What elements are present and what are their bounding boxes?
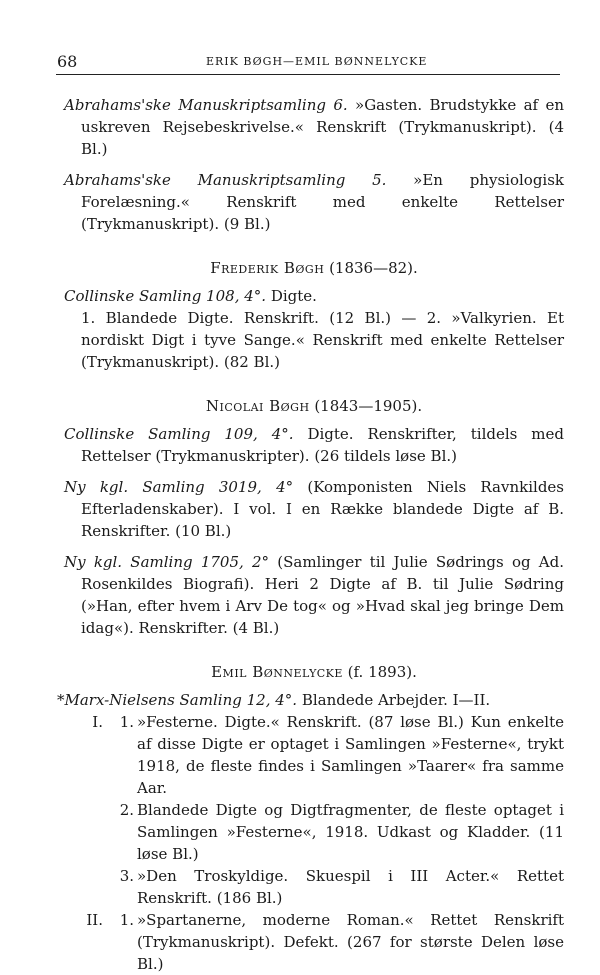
- item-number: 1.: [119, 911, 134, 929]
- author-name: Nicolai Bøgh: [205, 397, 310, 415]
- roman-numeral: I.: [92, 713, 103, 731]
- entry-text: Blandede Arbejder. I—II.: [297, 691, 491, 709]
- entry-source: Collinske Samling 108, 4°.: [64, 287, 267, 305]
- heading-nicolai-bogh: [64, 395, 564, 417]
- entry-text: »Gasten. Brudstykke af en uskreven Rejsebeskrivelse.« Renskrift (Trykmanuskript). (4 Bl.): [81, 96, 564, 158]
- entry-source: Ny kgl. Samling 1705, 2°: [64, 553, 270, 571]
- erik-entry-2: [64, 169, 564, 235]
- erik-entry-1: [64, 94, 564, 160]
- item-number: 3.: [119, 867, 134, 885]
- author-dates: (f. 1893).: [342, 663, 417, 681]
- item-text: Blandede Digte og Digtfragmenter, de fleste optaget i Samlingen »Festerne«, 1918. Udkast og Kladder. (11 løse Bl.): [137, 801, 564, 863]
- heading-frederik-bogh: [64, 257, 564, 279]
- emil-item-I-3: [64, 865, 564, 909]
- author-dates: (1843—1905).: [309, 397, 423, 415]
- emil-item-I-1: [64, 711, 564, 799]
- entry-source: Ny kgl. Samling 3019, 4°: [64, 478, 294, 496]
- heading-emil-bonnelycke: [64, 661, 564, 683]
- entry-source: Collinske Samling 109, 4°.: [64, 425, 294, 443]
- entry-source: Marx-Nielsens Samling 12, 4°.: [64, 691, 298, 709]
- author-dates: (1836—82).: [324, 259, 418, 277]
- emil-item-II-1: [64, 909, 564, 975]
- item-text: »Spartanerne, moderne Roman.« Rettet Renskrift (Trykmanuskript). Defekt. (267 for største Delen løse Bl.): [137, 911, 564, 973]
- emil-entry: [57, 689, 564, 711]
- frederik-detail: 1. Blandede Digte. Renskrift. (12 Bl.) — 2. »Valkyrien. Et nordiskt Digt i tyve Sange.« Renskrift med enkelte Rettelser (Trykmanuskript). (82 Bl.): [81, 309, 564, 371]
- nicolai-entry-2: [64, 476, 564, 542]
- author-name: Frederik Bøgh: [210, 259, 325, 277]
- nicolai-entry-3: [64, 551, 564, 639]
- author-name: Emil Bønnelycke: [211, 663, 343, 681]
- star-marker: *: [57, 691, 65, 709]
- header-rule: [56, 74, 560, 75]
- entry-source: Abrahams'ske Manuskriptsamling 5.: [64, 171, 387, 189]
- page-number: 68: [57, 52, 78, 71]
- frederik-entry: [64, 285, 564, 307]
- running-title: ERIK BØGH—EMIL BØNNELYCKE: [206, 55, 428, 68]
- emil-item-I-2: [64, 799, 564, 865]
- roman-numeral: II.: [86, 911, 103, 929]
- item-number: 2.: [119, 801, 134, 819]
- item-text: »Den Troskyldige. Skuespil i III Acter.« Rettet Renskrift. (186 Bl.): [137, 867, 564, 907]
- entry-text: (Komponisten Niels Ravnkildes Efterladenskaber). I vol. I en Række blandede Digte af B. Renskrifter. (10 Bl.): [81, 478, 564, 540]
- page-content: [57, 94, 564, 975]
- entry-text: »En physiologisk Forelæsning.« Renskrift med enkelte Rettelser (Trykmanuskript). (9 Bl.): [81, 171, 564, 233]
- entry-source: Abrahams'ske Manuskriptsamling 6.: [64, 96, 348, 114]
- item-text: »Festerne. Digte.« Renskrift. (87 løse Bl.) Kun enkelte af disse Digte er optaget i Samlingen »Festerne«, trykt 1918, de fleste findes i Samlingen »Taarer« fra samme Aar.: [137, 713, 564, 797]
- page-header: [0, 52, 600, 74]
- entry-text: Digte. Renskrifter, tildels med Rettelser (Trykmanuskripter). (26 tildels løse Bl.): [81, 425, 564, 465]
- nicolai-entry-1: [64, 423, 564, 467]
- item-number: 1.: [119, 713, 134, 731]
- entry-text: (Samlinger til Julie Sødrings og Ad. Rosenkildes Biografi). Heri 2 Digte af B. til Julie Sødring (»Han, efter hvem i Arv De tog« og »Hvad skal jeg bringe Dem idag«). Renskrifter. (4 Bl.): [81, 553, 564, 637]
- entry-text: Digte.: [266, 287, 317, 305]
